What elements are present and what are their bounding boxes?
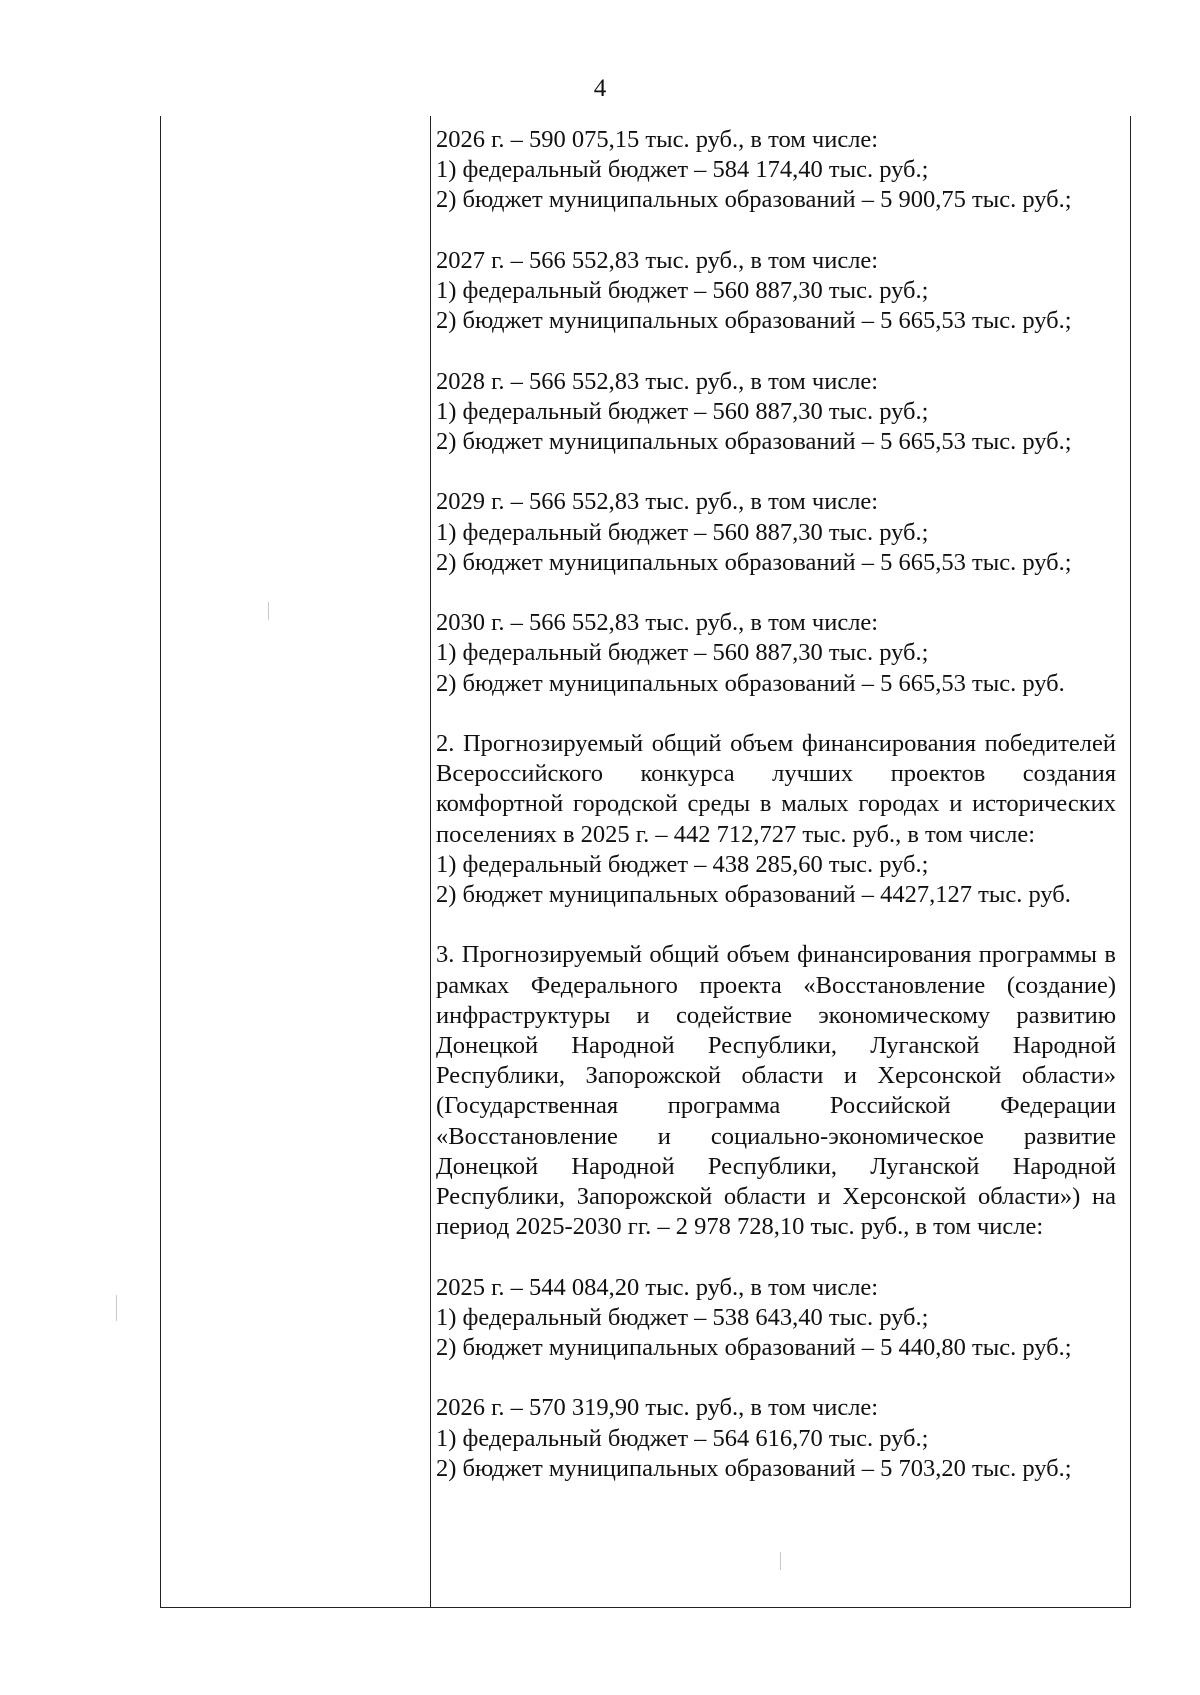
year-total-line: 2026 г. – 570 319,90 тыс. руб., в том числе:	[436, 1394, 879, 1422]
federal-project-financing-paragraph: 3. Прогнозируемый общий объем финансирования программы в рамках Федерального проекта «Восстановление (создание) инфраструктуры и содействие экономическому развитию Донецкой Народной Республики, Луганской Народной Республики, Запорожской области и Херсонской области» (Государственная программа Российской Федерации «Восстановление и социально-экономическое развитие Донецкой Народной Республики, Луганской Народной Республики, Запорожской области и Херсонской области») на период 2025-2030 гг. – 2 978 728,10 тыс. руб., в том числе:	[436, 941, 1116, 1241]
municipal-budget-line: 2) бюджет муниципальных образований – 5 665,53 тыс. руб.;	[436, 548, 1072, 576]
scan-artifact-mark	[780, 1552, 781, 1570]
municipal-budget-line: 2) бюджет муниципальных образований – 5 900,75 тыс. руб.;	[436, 186, 1072, 214]
federal-budget-line: 1) федеральный бюджет – 584 174,40 тыс. руб.;	[436, 156, 929, 184]
municipal-budget-line: 2) бюджет муниципальных образований – 5 440,80 тыс. руб.;	[436, 1334, 1072, 1362]
year-total-line: 2027 г. – 566 552,83 тыс. руб., в том числе:	[436, 246, 879, 274]
federal-budget-line: 1) федеральный бюджет – 564 616,70 тыс. руб.;	[436, 1424, 929, 1452]
year-total-line: 2028 г. – 566 552,83 тыс. руб., в том числе:	[436, 367, 879, 395]
municipal-budget-line: 2) бюджет муниципальных образований – 5 665,53 тыс. руб.;	[436, 307, 1072, 335]
municipal-budget-line: 2) бюджет муниципальных образований – 5 665,53 тыс. руб.;	[436, 428, 1072, 455]
federal-budget-line: 1) федеральный бюджет – 538 643,40 тыс. руб.;	[436, 1303, 929, 1331]
federal-budget-line: 1) федеральный бюджет – 560 887,30 тыс. руб.;	[436, 397, 929, 425]
project-2026-block	[436, 1393, 1116, 1484]
federal-project-financing-block	[436, 940, 1116, 1242]
project-2025-block	[436, 1273, 1116, 1364]
financing-details-cell	[436, 125, 1116, 1514]
financing-2026-block	[436, 125, 1116, 216]
municipal-budget-line: 2) бюджет муниципальных образований – 5 703,20 тыс. руб.;	[436, 1454, 1072, 1482]
municipal-budget-line: 2) бюджет муниципальных образований – 5 665,53 тыс. руб.	[436, 669, 1065, 697]
year-total-line: 2025 г. – 544 084,20 тыс. руб., в том числе:	[436, 1273, 879, 1301]
financing-2027-block	[436, 246, 1116, 337]
year-total-line: 2029 г. – 566 552,83 тыс. руб., в том числе:	[436, 488, 879, 516]
scan-artifact-mark	[268, 602, 269, 620]
column-divider	[430, 116, 431, 1607]
federal-budget-line: 1) федеральный бюджет – 438 285,60 тыс. руб.;	[436, 850, 929, 878]
federal-budget-line: 1) федеральный бюджет – 560 887,30 тыс. руб.;	[436, 277, 929, 304]
year-total-line: 2026 г. – 590 075,15 тыс. руб., в том числе:	[436, 126, 879, 153]
financing-2029-block	[436, 487, 1116, 578]
municipal-budget-line: 2) бюджет муниципальных образований – 4427,127 тыс. руб.	[436, 881, 1071, 908]
competition-financing-paragraph: 2. Прогнозируемый общий объем финансирования победителей Всероссийского конкурса лучших проектов создания комфортной городской среды в малых городах и исторических поселениях в 2025 г. – 442 712,727 тыс. руб., в том числе:	[436, 729, 1116, 848]
financing-table	[160, 116, 1131, 1608]
year-total-line: 2030 г. – 566 552,83 тыс. руб., в том числе:	[436, 609, 879, 637]
page-number: 4	[593, 75, 607, 102]
financing-2028-block	[436, 367, 1116, 458]
scan-artifact-mark	[116, 1295, 117, 1321]
competition-financing-block	[436, 729, 1116, 910]
financing-2030-block	[436, 608, 1116, 699]
federal-budget-line: 1) федеральный бюджет – 560 887,30 тыс. руб.;	[436, 639, 929, 667]
federal-budget-line: 1) федеральный бюджет – 560 887,30 тыс. руб.;	[436, 518, 929, 546]
